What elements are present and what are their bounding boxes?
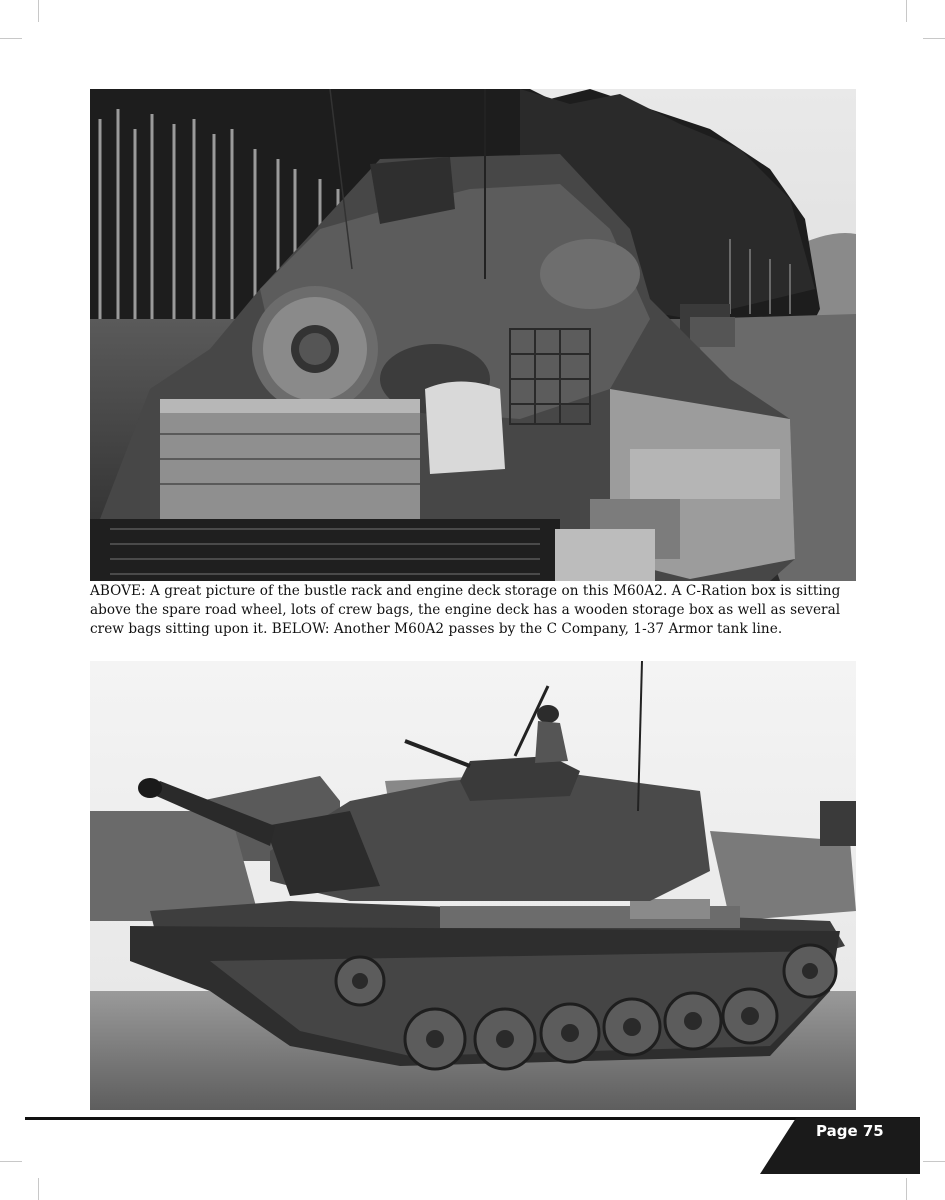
footer-rule (25, 1117, 920, 1120)
crop-mark (0, 38, 22, 39)
crop-mark (0, 1161, 22, 1162)
photo-top-image (90, 89, 856, 581)
crop-mark (38, 0, 39, 22)
photo-caption: ABOVE: A great picture of the bustle rack and engine deck storage on this M60A2. A C-Ration box is sitting above the spare road wheel, lots of crew bags, the engine deck has a wooden storage box as well as several crew bags sitting upon it. BELOW: Another M60A2 passes by the C Company, 1-37 Armor tank line. (90, 583, 841, 637)
crop-mark (38, 1178, 39, 1200)
crop-mark (906, 1178, 907, 1200)
photo-bottom (90, 661, 856, 1110)
photo-bottom-image (90, 661, 856, 1110)
crop-mark (923, 1161, 945, 1162)
photo-top (90, 89, 856, 581)
page-number: Page 75 (816, 1122, 884, 1140)
crop-mark (906, 0, 907, 22)
crop-mark (923, 38, 945, 39)
